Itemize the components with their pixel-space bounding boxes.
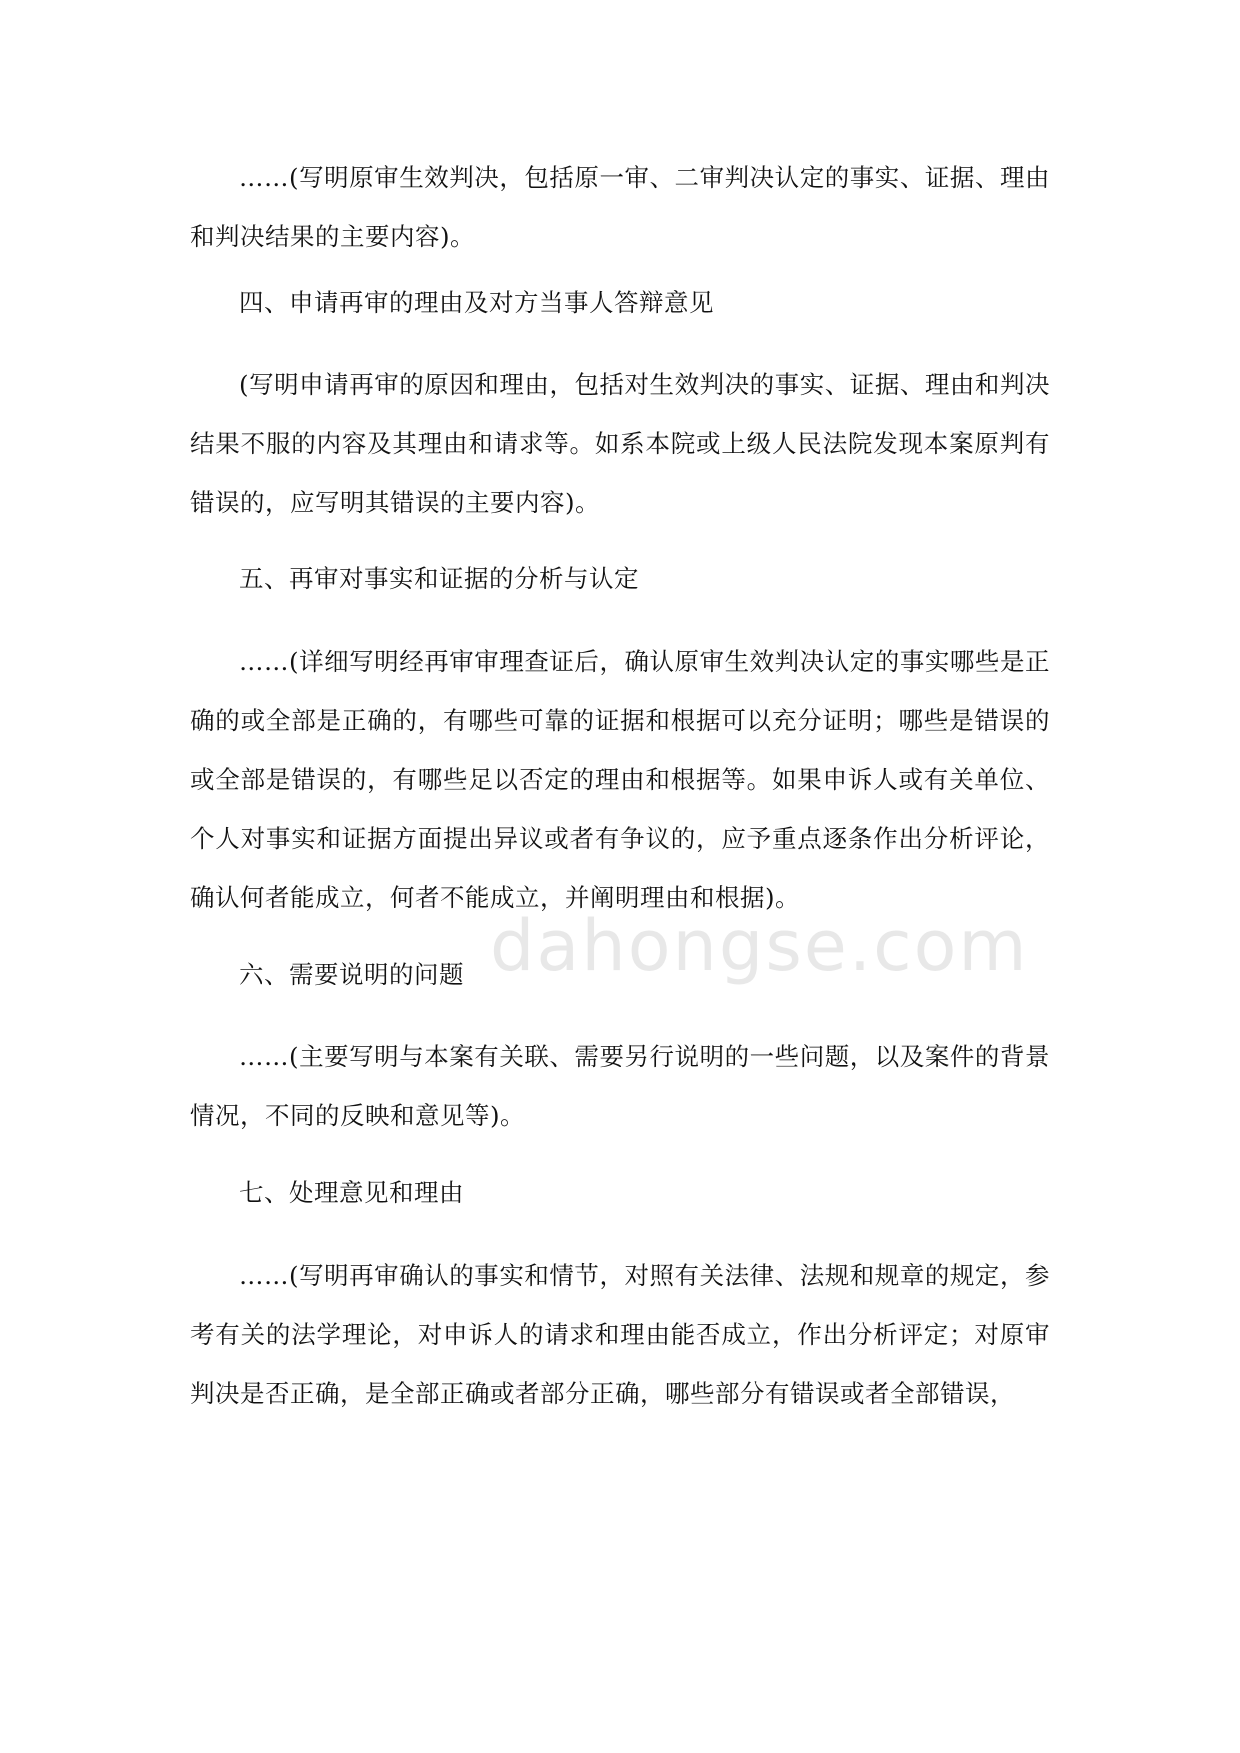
section-heading-4: 四、申请再审的理由及对方当事人答辩意见 xyxy=(239,288,714,317)
paragraph-issues: ……(主要写明与本案有关联、需要另行说明的一些问题，以及案件的背景情况，不同的反映和意见等)。 xyxy=(190,1042,1050,1130)
paragraph-handling: ……(写明再审确认的事实和情节，对照有关法律、法规和规章的规定，参考有关的法学理论，对申诉人的请求和理由能否成立，作出分析评定；对原审判决是否正确，是全部正确或者部分正确，哪些部分有错误或者全部错误， xyxy=(190,1261,1050,1408)
paragraph-fact-analysis: ……(详细写明经再审审理查证后，确认原审生效判决认定的事实哪些是正确的或全部是正确的，有哪些可靠的证据和根据可以充分证明；哪些是错误的或全部是错误的，有哪些足以否定的理由和根据等。如果申诉人或有关单位、个人对事实和证据方面提出异议或者有争议的，应予重点逐条作出分析评论，确认何者能成立，何者不能成立，并阐明理由和根据)。 xyxy=(190,647,1050,912)
watermark: dahongse.com xyxy=(490,905,1029,987)
section-heading-6: 六、需要说明的问题 xyxy=(239,960,464,989)
paragraph-original-judgment: ……(写明原审生效判决，包括原一审、二审判决认定的事实、证据、理由和判决结果的主要内容)。 xyxy=(190,163,1050,251)
section-heading-7: 七、处理意见和理由 xyxy=(239,1178,464,1207)
paragraph-retrial-reasons: (写明申请再审的原因和理由，包括对生效判决的事实、证据、理由和判决结果不服的内容及其理由和请求等。如系本院或上级人民法院发现本案原判有错误的，应写明其错误的主要内容)。 xyxy=(190,370,1050,517)
section-heading-5: 五、再审对事实和证据的分析与认定 xyxy=(239,564,639,593)
